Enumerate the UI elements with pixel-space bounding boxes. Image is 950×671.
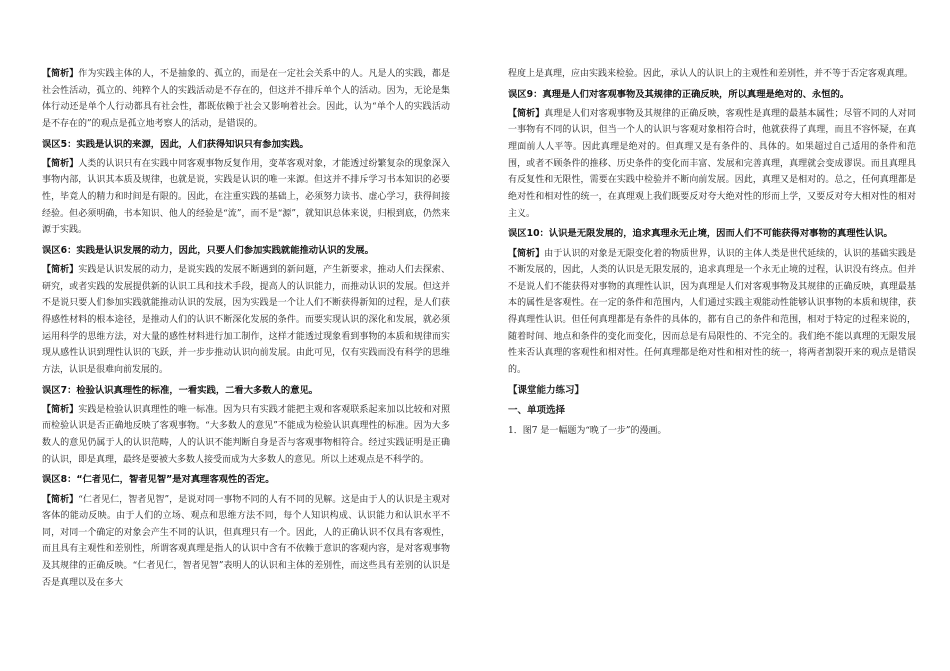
analysis-paragraph bbox=[42, 262, 450, 378]
analysis-text: 真理是人们对客观事物及其规律的正确反映，客观性是真理的最基本属性；尽管不同的人对同一事物有不同的认识，但当一个人的认识与客观对象相符合时，他就获得了真理，而且不容怀疑，在真理面前人人平等。因此真理是绝对的。但真理又是有条件的、具体的。如果超过自己适用的条件和范围，或者不顾条件的推移、历史条件的变化而丰富、发展和完善真理，真理就会变成谬误。而且真理具有反复性和无限性，需要在实践中检验并不断向前发展。因此，真理又是相对的。总之，任何真理都是绝对性和相对性的统一，在真理观上我们既要反对夸大绝对性的形而上学，又要反对夸大相对性的相对主义。 bbox=[508, 108, 916, 219]
body-text: 程度上是真理，应由实践来检验。因此，承认人的认识上的主观性和差别性，并不等于否定客观真理。 bbox=[508, 69, 914, 79]
analysis-text: 实践是检验认识真理性的唯一标准。因为只有实践才能把主观和客观联系起来加以比较和对照而检验认识是否正确地反映了客观事物。“大多数人的意见”不能成为检验认识真理性的标准。因为大多数人的意见仍属于人的认识范畴，人的认识不能判断自身是否与客观事物相符合。经过实践证明是正确的认识，即是真理，最终是要被大多数人接受而成为大多数人的意见。所以上述观点是不科学的。 bbox=[42, 404, 450, 465]
analysis-paragraph bbox=[508, 246, 916, 379]
misconception-heading: 误区7：检验认识真理性的标准，一看实践，二看大多数人的意见。 bbox=[42, 384, 319, 396]
analysis-text: 作为实践主体的人，不是抽象的、孤立的，而是在一定社会关系中的人。凡是人的实践，都是社会性活动，孤立的、纯粹个人的实践活动是不存在的，但这并不排斥单个人的活动。因为，无论是集体行动还是单个人行动都具有社会性，都既依赖于社会又影响着社会。因此，认为“单个人的实践活动是不存在的”的观点是孤立地考察人的活动，是错误的。 bbox=[42, 69, 450, 129]
analysis-text: “仁者见仁，智者见智”，是说对同一事物不同的人有不同的见解。这是由于人的认识是主观对客体的能动反映。由于人们的立场、观点和思维方法不同，每个人知识构成、认识能力和认识水平不同，对同一个确定的对象会产生不同的认识，但真理只有一个。因此，人的正确认识不仅具有客观性，而且具有主观性和差别性，所谓客观真理是指人的认识中含有不依赖于意识的客观内容，是对客观事物及其规律的正确反映。“仁者见仁，智者见智”表明人的认识和主体的差别性，而这些具有差别的认识是否是真理以及在多大 bbox=[42, 494, 450, 588]
analysis-tag: 【简析】 bbox=[42, 265, 79, 276]
analysis-paragraph bbox=[42, 156, 450, 239]
left-column bbox=[42, 66, 450, 594]
analysis-tag: 【简析】 bbox=[508, 248, 545, 259]
section-title: 【课堂能力练习】 bbox=[508, 384, 585, 396]
analysis-tag: 【简析】 bbox=[508, 108, 545, 119]
analysis-paragraph bbox=[508, 106, 916, 222]
question-item: 1．图7 是一幅题为“晚了一步”的漫画。 bbox=[508, 425, 667, 436]
analysis-text: 由于认识的对象是无限变化着的物质世界，认识的主体人类是世代延续的，认识的基础实践是不断发展的，因此，人类的认识是无限发展的，追求真理是一个永无止境的过程，认识没有终点。但并不是说人们不能获得对事物的真理性认识，因为真理是人们对客观事物及其规律的正确反映，真理最基本的属性是客观性。在一定的条件和范围内，人们通过实践主观能动性能够认识事物的本质和规律，获得真理性认识。但任何真理都是有条件的具体的，都有自己的条件和范围，相对于特定的过程来说的，随着时间、地点和条件的变化而变化，因而总是有局限性的、不完全的。我们绝不能以真理的无限发展性来否认真理的客观性和相对性。任何真理都是绝对性和相对性的统一，将两者割裂开来的观点是错误的。 bbox=[508, 248, 916, 375]
analysis-tag: 【简析】 bbox=[42, 158, 79, 169]
analysis-tag: 【简析】 bbox=[42, 404, 79, 415]
analysis-tag: 【简析】 bbox=[42, 494, 79, 505]
misconception-heading: 误区9：真理是人们对客观事物及其规律的正确反映，所以真理是绝对的、永恒的。 bbox=[508, 88, 850, 100]
analysis-tag: 【简析】 bbox=[42, 69, 79, 79]
misconception-heading: 误区6：实践是认识发展的动力，因此，只要人们参加实践就能推动认识的发展。 bbox=[42, 244, 374, 256]
misconception-heading: 误区8：“仁者见仁，智者见智”是对真理客观性的否定。 bbox=[42, 474, 275, 486]
section-title: 一、单项选择 bbox=[508, 405, 566, 417]
analysis-paragraph bbox=[42, 492, 450, 592]
misconception-heading: 误区5：实践是认识的来源，因此，人们获得知识只有参加实践。 bbox=[42, 138, 309, 150]
right-column bbox=[508, 66, 916, 442]
analysis-paragraph bbox=[42, 66, 450, 133]
analysis-paragraph bbox=[42, 402, 450, 469]
analysis-text: 人类的认识只有在实践中同客观事物反复作用，变革客观对象，才能透过纷繁复杂的现象深入事物内部，认识其本质及规律，也就是说，实践是认识的唯一来源。但这并不排斥学习书本知识的必要性，毕竟人的精力和时间是有限的。因此，在注重实践的基础上，必须努力读书、虚心学习，获得间接经验。但必须明确，书本知识、他人的经验是“流”，而不是“源”，就知识总体来说，归根到底，仍然来源于实践。 bbox=[42, 158, 450, 236]
misconception-heading: 误区10：认识是无限发展的，追求真理永无止境，因而人们不可能获得对事物的真理性认识。 bbox=[508, 228, 893, 240]
analysis-text: 实践是认识发展的动力，是说实践的发展不断遇到的新问题，产生新要求，推动人们去探索、研究，或者实践的发展提供新的认识工具和技术手段，提高人的认识能力，而推动认识的发展。但这并不是说只要人们参加实践就能推动认识的发展，因为实践是一个让人们不断获得新知的过程，是人们获得感性材料的根本途径，是推动人们的认识不断深化发展的条件。而要实现认识的深化和发展，就必须运用科学的思维方法，对大量的感性材料进行加工制作，这样才能透过现象看到事物的本质和规律而实现从感性认识到理性认识的飞跃，并一步步推动认识向前发展。由此可见，仅有实践而没有科学的思维方法，认识是很难向前发展的。 bbox=[42, 265, 450, 375]
